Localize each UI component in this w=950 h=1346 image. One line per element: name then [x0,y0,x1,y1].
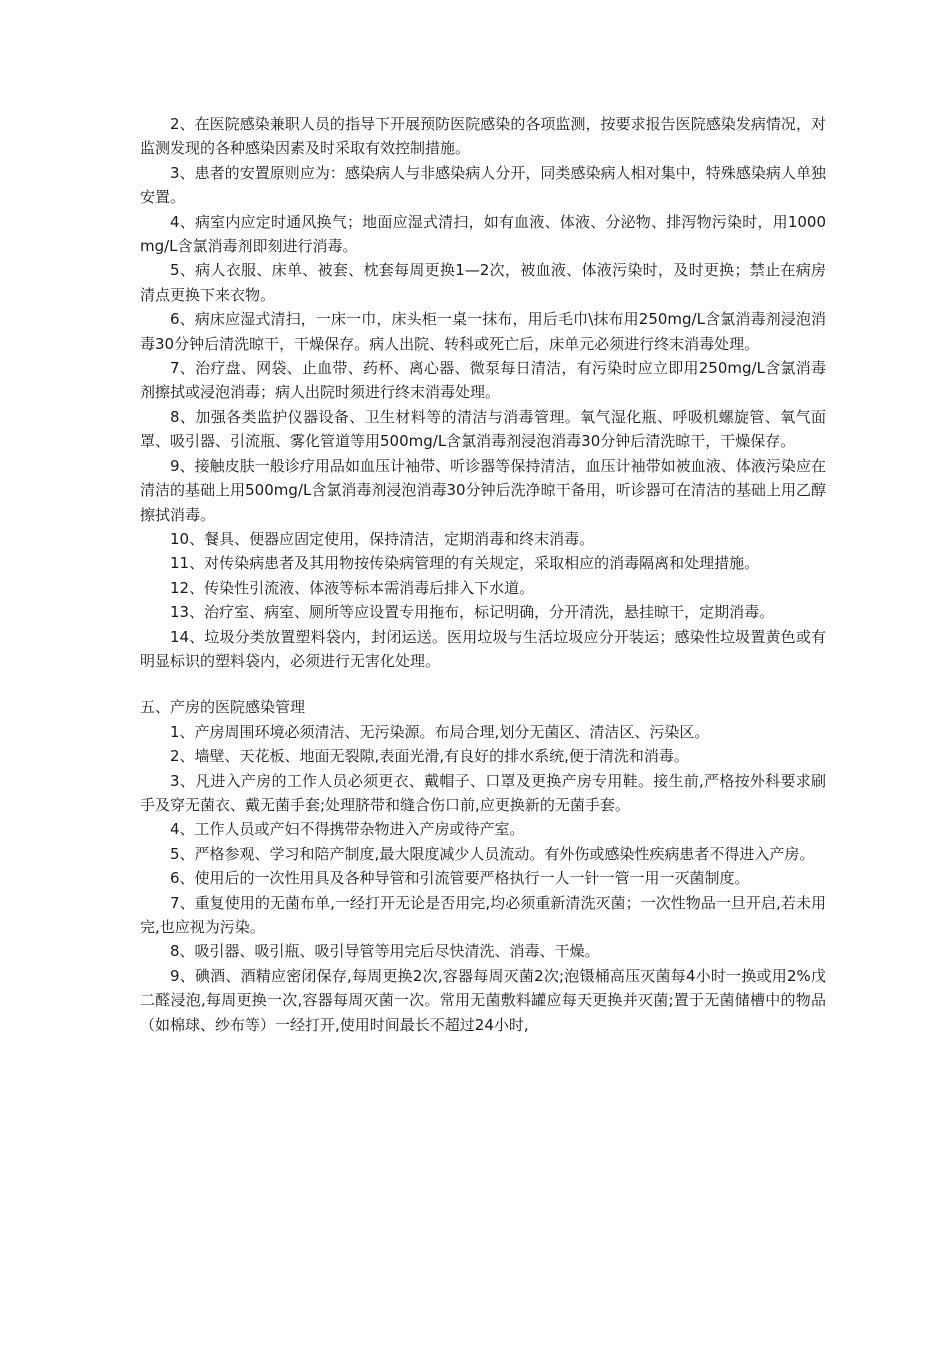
paragraph-item: 3、凡进入产房的工作人员必须更衣、戴帽子、口罩及更换产房专用鞋。接生前,严格按外科要求刷手及穿无菌衣、戴无菌手套;处理脐带和缝合伤口前,应更换新的无菌手套。 [140,771,826,814]
paragraph-item: 5、病人衣服、床单、被套、枕套每周更换1—2次，被血液、体液污染时，及时更换；禁止在病房清点更换下来衣物。 [140,261,826,304]
paragraph-item: 2、墙壁、天花板、地面无裂隙,表面光滑,有良好的排水系统,便于清洗和消毒。 [170,747,689,766]
paragraph-item: 5、严格参观、学习和陪产制度,最大限度减少人员流动。有外伤或感染性疾病患者不得进入产房。 [170,844,815,863]
paragraph-item: 7、重复使用的无菌布单,一经打开无论是否用完,均必须重新清洗灭菌；一次性物品一旦开启,若未用完,也应视为污染。 [140,893,826,936]
paragraph-item: 14、垃圾分类放置塑料袋内，封闭运送。医用垃圾与生活垃圾应分开装运；感染性垃圾置黄色或有明显标识的塑料袋内，必须进行无害化处理。 [140,627,826,670]
paragraph-item: 6、病床应湿式清扫，一床一巾，床头柜一桌一抹布，用后毛巾\抹布用250mg/L含氯消毒剂浸泡消毒30分钟后清洗晾干，干燥保存。病人出院、转科或死亡后，床单元必须进行终末消毒处理。 [140,310,826,353]
paragraph-item: 7、治疗盘、网袋、止血带、药杯、离心器、微泵每日清洁，有污染时应立即用250mg/L含氯消毒剂擦拭或浸泡消毒；病人出院时须进行终末消毒处理。 [140,359,826,402]
paragraph-item: 8、吸引器、吸引瓶、吸引导管等用完后尽快清洗、消毒、干燥。 [170,942,600,961]
paragraph-item: 4、工作人员或产妇不得携带杂物进入产房或待产室。 [170,820,525,839]
paragraph-item: 9、接触皮肤一般诊疗用品如血压计袖带、听诊器等保持清洁，血压计袖带如被血液、体液污染应在清洁的基础上用500mg/L含氯消毒剂浸泡消毒30分钟后洗净晾干备用，听诊器可在清洁的基础上用乙醇擦拭消毒。 [140,456,826,524]
paragraph-item: 13、治疗室、病室、厕所等应设置专用拖布，标记明确，分开清洗，悬挂晾干，定期消毒。 [170,603,775,622]
paragraph-item: 11、对传染病患者及其用物按传染病管理的有关规定，采取相应的消毒隔离和处理措施。 [170,554,760,573]
section-heading: 五、产房的医院感染管理 [140,698,306,717]
paragraph-item: 2、在医院感染兼职人员的指导下开展预防医院感染的各项监测，按要求报告医院感染发病情况，对监测发现的各种感染因素及时采取有效控制措施。 [140,115,826,158]
paragraph-item: 12、传染性引流液、体液等标本需消毒后排入下水道。 [170,578,535,597]
section-four-list [140,112,826,673]
paragraph-item: 8、加强各类监护仪器设备、卫生材料等的清洁与消毒管理。氧气湿化瓶、呼吸机螺旋管、氧气面罩、吸引器、引流瓶、雾化管道等用500mg/L含氯消毒剂浸泡消毒30分钟后清洗晾干，干燥保存。 [140,407,826,451]
section-five-list [140,720,826,1037]
document-page [140,112,826,1037]
paragraph-item: 4、病室内应定时通风换气；地面应湿式清扫，如有血液、体液、分泌物、排泻物污染时，用1000mg/L含氯消毒剂即刻进行消毒。 [140,212,826,256]
paragraph-item: 6、使用后的一次性用具及各种导管和引流管要严格执行一人一针一管一用一灭菌制度。 [170,869,750,888]
paragraph-item: 9、碘酒、酒精应密闭保存,每周更换2次,容器每周灭菌2次;泡镊桶高压灭菌每4小时一换或用2%戊二醛浸泡,每周更换一次,容器每周灭菌一次。常用无菌敷料罐应每天更换并灭菌;置于无菌储槽中的物品（如棉球、纱布等）一经打开,使用时间最长不超过24小时, [140,966,826,1034]
paragraph-item: 10、餐具、便器应固定使用，保持清洁，定期消毒和终末消毒。 [170,529,595,548]
paragraph-item: 3、患者的安置原则应为：感染病人与非感染病人分开，同类感染病人相对集中，特殊感染病人单独安置。 [140,163,826,207]
paragraph-item: 1、产房周围环境必须清洁、无污染源。布局合理,划分无菌区、清洁区、污染区。 [170,722,710,741]
